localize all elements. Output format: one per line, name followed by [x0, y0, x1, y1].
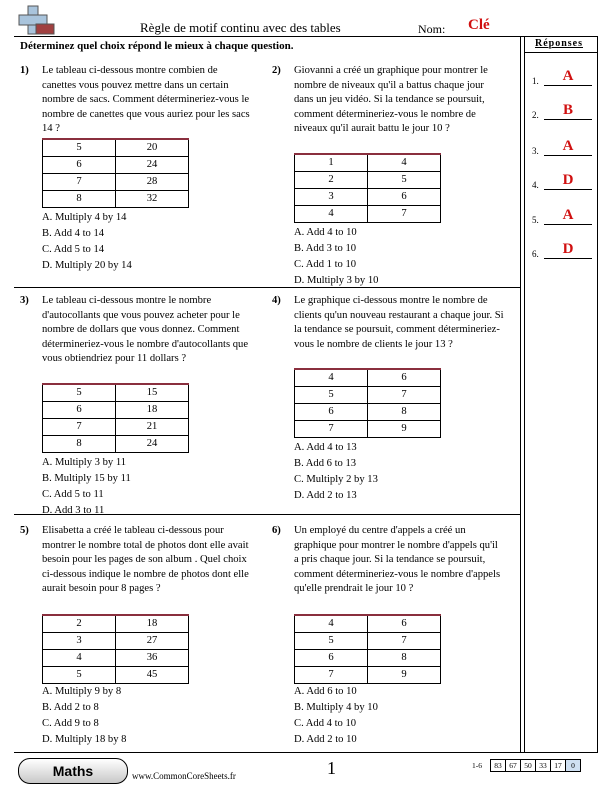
table-cell: 28 [116, 174, 189, 191]
table-cell: 8 [368, 650, 441, 667]
choice-d: D. Add 3 to 11 [42, 505, 105, 516]
table-cell: 3 [295, 189, 368, 206]
table-cell: 2 [295, 172, 368, 189]
answers-left-border-inner [524, 36, 525, 752]
table-cell: 7 [295, 667, 368, 684]
table-cell: 4 [368, 154, 441, 172]
question-table [42, 383, 189, 453]
choices-list [294, 684, 378, 748]
table-row [43, 615, 189, 633]
table-cell: 5 [43, 139, 116, 157]
table-cell: 9 [368, 667, 441, 684]
choice-b: B. Add 3 to 10 [294, 243, 357, 254]
table-cell: 2 [43, 615, 116, 633]
choice-a: A. Add 4 to 13 [294, 442, 357, 453]
answer-number: 4. [532, 180, 539, 190]
table-row [43, 667, 189, 684]
choice-c: C. Add 9 to 8 [42, 718, 99, 729]
score-cell: 0 [565, 759, 581, 772]
table-row [295, 154, 441, 172]
answer-row-6 [532, 241, 592, 261]
choice-c: C. Multiply 2 by 13 [294, 474, 378, 485]
table-cell: 18 [116, 615, 189, 633]
answer-row-5 [532, 207, 592, 227]
table-cell: 15 [116, 384, 189, 402]
table-row [43, 384, 189, 402]
score-range-label: 1-6 [472, 761, 482, 770]
table-cell: 6 [368, 615, 441, 633]
choices-list [42, 684, 126, 748]
page-number: 1 [327, 758, 336, 778]
answer-value: B [562, 102, 573, 118]
table-row [295, 650, 441, 667]
score-cell: 17 [550, 759, 566, 772]
table-cell: 7 [368, 387, 441, 404]
table-row [295, 404, 441, 421]
table-row [43, 633, 189, 650]
table-row [43, 174, 189, 191]
question-number: 1) [20, 65, 29, 76]
answer-row-3 [532, 138, 592, 158]
question-number: 3) [20, 295, 29, 306]
name-value: Clé [468, 17, 490, 33]
table-cell: 21 [116, 419, 189, 436]
table-cell: 4 [295, 369, 368, 387]
answer-number: 6. [532, 249, 539, 259]
score-table [491, 759, 581, 772]
table-row [43, 650, 189, 667]
table-row [295, 421, 441, 438]
score-cell: 50 [520, 759, 536, 772]
table-cell: 6 [43, 402, 116, 419]
table-row [43, 157, 189, 174]
table-row [295, 172, 441, 189]
choice-d: D. Multiply 18 by 8 [42, 734, 127, 745]
table-cell: 20 [116, 139, 189, 157]
table-row [43, 191, 189, 208]
answer-value: A [562, 68, 574, 84]
answer-row-4 [532, 172, 592, 192]
table-cell: 5 [43, 384, 116, 402]
instruction-text: Déterminez quel choix répond le mieux à chaque question. [20, 40, 294, 52]
table-cell: 6 [295, 404, 368, 421]
answer-value: D [562, 241, 574, 257]
table-cell: 5 [368, 172, 441, 189]
table-row [295, 667, 441, 684]
choice-d: D. Add 2 to 10 [294, 734, 357, 745]
table-cell: 32 [116, 191, 189, 208]
question-text: Le tableau ci-dessous montre combien de canettes vous pouvez mettre dans un certain nombre de sacs. Comment détermineriez-vous le nombre de canettes que vous auriez pour les sacs 14 ? [42, 65, 250, 135]
answers-title: Réponses [534, 38, 583, 49]
choice-b: B. Multiply 15 by 11 [42, 473, 131, 484]
answer-value: A [562, 207, 574, 223]
table-cell: 6 [295, 650, 368, 667]
answer-line [544, 155, 592, 156]
table-cell: 6 [368, 369, 441, 387]
question-text: Elisabetta a créé le tableau ci-dessous pour montrer le nombre total de photos dont elle avait besoin pour les pages de son album . Quel choix ci-dessous indique le nombre de photos dont elle aurait besoin pour 8 pages ? [42, 525, 249, 595]
question-number: 4) [272, 295, 281, 306]
answer-line [544, 119, 592, 120]
choice-b: B. Add 2 to 8 [42, 702, 99, 713]
worksheet-title: Règle de motif continu avec des tables [140, 20, 341, 35]
choice-b: B. Add 6 to 13 [294, 458, 357, 469]
table-cell: 7 [368, 633, 441, 650]
table-cell: 4 [295, 206, 368, 223]
question-number: 6) [272, 525, 281, 536]
choices-list [294, 440, 378, 504]
choice-a: A. Add 4 to 10 [294, 227, 357, 238]
table-cell: 9 [368, 421, 441, 438]
answer-line [544, 189, 592, 190]
table-cell: 4 [43, 650, 116, 667]
table-row [43, 139, 189, 157]
table-cell: 4 [295, 615, 368, 633]
question-table [42, 138, 189, 208]
choice-d: D. Add 2 to 13 [294, 490, 357, 501]
table-row [295, 206, 441, 223]
choices-list [42, 210, 132, 274]
choices-list [294, 225, 378, 289]
choice-a: A. Multiply 9 by 8 [42, 686, 122, 697]
choice-b: B. Add 4 to 14 [42, 228, 105, 239]
header-divider [14, 36, 598, 37]
table-row [295, 189, 441, 206]
choice-c: C. Add 4 to 10 [294, 718, 357, 729]
choice-a: A. Multiply 4 by 14 [42, 212, 127, 223]
table-cell: 5 [295, 633, 368, 650]
table-cell: 7 [295, 421, 368, 438]
answer-line [544, 224, 592, 225]
choice-d: D. Multiply 3 by 10 [294, 275, 379, 286]
table-cell: 1 [295, 154, 368, 172]
table-cell: 36 [116, 650, 189, 667]
table-row [43, 402, 189, 419]
table-cell: 6 [43, 157, 116, 174]
table-cell: 18 [116, 402, 189, 419]
choice-a: A. Multiply 3 by 11 [42, 457, 127, 468]
table-row [295, 369, 441, 387]
answer-row-2 [532, 102, 592, 122]
question-text: Giovanni a créé un graphique pour montrer le nombre de niveaux qu'il a battus chaque jour dans un jeu vidéo. Si la tendance se poursuit, comment détermineriez-vous le nombre de niveaux qu'il aurait battu le jour 10 ? [294, 65, 488, 135]
table-row [295, 615, 441, 633]
question-table [294, 153, 441, 223]
table-cell: 27 [116, 633, 189, 650]
table-cell: 5 [295, 387, 368, 404]
answer-value: A [562, 138, 574, 154]
answer-number: 1. [532, 76, 539, 86]
table-row [43, 419, 189, 436]
table-cell: 5 [43, 667, 116, 684]
answer-value: D [562, 172, 574, 188]
plus-sign-logo-icon [14, 4, 56, 36]
table-row [295, 387, 441, 404]
table-row [295, 633, 441, 650]
choices-list [42, 455, 131, 519]
table-cell: 8 [43, 436, 116, 453]
score-cell: 67 [505, 759, 521, 772]
choice-a: A. Add 6 to 10 [294, 686, 357, 697]
choice-d: D. Multiply 20 by 14 [42, 260, 132, 271]
question-table [42, 614, 189, 684]
answers-right-border [597, 36, 598, 752]
score-cell: 83 [490, 759, 506, 772]
table-cell: 6 [368, 189, 441, 206]
table-cell: 7 [368, 206, 441, 223]
question-text: Un employé du centre d'appels a créé un graphique pour montrer le nombre d'appels qu'il a pris chaque jour. Si la tendance se poursuit, comment détermineriez-vous le nombre d'appels qu'elle prendrait le jour 10 ? [294, 525, 501, 595]
table-cell: 3 [43, 633, 116, 650]
answer-row-1 [532, 68, 592, 88]
footer-divider [14, 752, 598, 753]
choice-c: C. Add 5 to 11 [42, 489, 104, 500]
answer-number: 5. [532, 215, 539, 225]
choice-c: C. Add 5 to 14 [42, 244, 105, 255]
score-cell: 33 [535, 759, 551, 772]
table-cell: 8 [368, 404, 441, 421]
answer-number: 2. [532, 110, 539, 120]
table-row [43, 436, 189, 453]
table-cell: 24 [116, 157, 189, 174]
question-table [294, 614, 441, 684]
question-text: Le graphique ci-dessous montre le nombre de clients qu'un nouveau restaurant a chaque jour. Si la tendance se poursuit, comment détermineriez-vous le nombre de clients le jour 13 ? [294, 295, 504, 350]
question-table [294, 368, 441, 438]
choice-b: B. Multiply 4 by 10 [294, 702, 378, 713]
question-number: 5) [20, 525, 29, 536]
subject-badge: Maths [18, 758, 128, 784]
table-cell: 7 [43, 174, 116, 191]
table-cell: 7 [43, 419, 116, 436]
answer-number: 3. [532, 146, 539, 156]
answer-line [544, 85, 592, 86]
answer-line [544, 258, 592, 259]
answers-title-divider [524, 52, 597, 53]
row-divider [14, 287, 520, 288]
answers-left-border [520, 36, 521, 752]
table-cell: 45 [116, 667, 189, 684]
table-cell: 8 [43, 191, 116, 208]
table-cell: 24 [116, 436, 189, 453]
choice-c: C. Add 1 to 10 [294, 259, 357, 270]
question-text: Le tableau ci-dessous montre le nombre d'autocollants que vous pouvez acheter pour le nombre de dollars que vous donnez. Comment détermineriez-vous le nombre d'autocollants que vous obtiendriez pour 11 dollars ? [42, 295, 249, 365]
question-number: 2) [272, 65, 281, 76]
footer-url: www.CommonCoreSheets.fr [132, 771, 236, 781]
name-label: Nom: [418, 22, 446, 36]
